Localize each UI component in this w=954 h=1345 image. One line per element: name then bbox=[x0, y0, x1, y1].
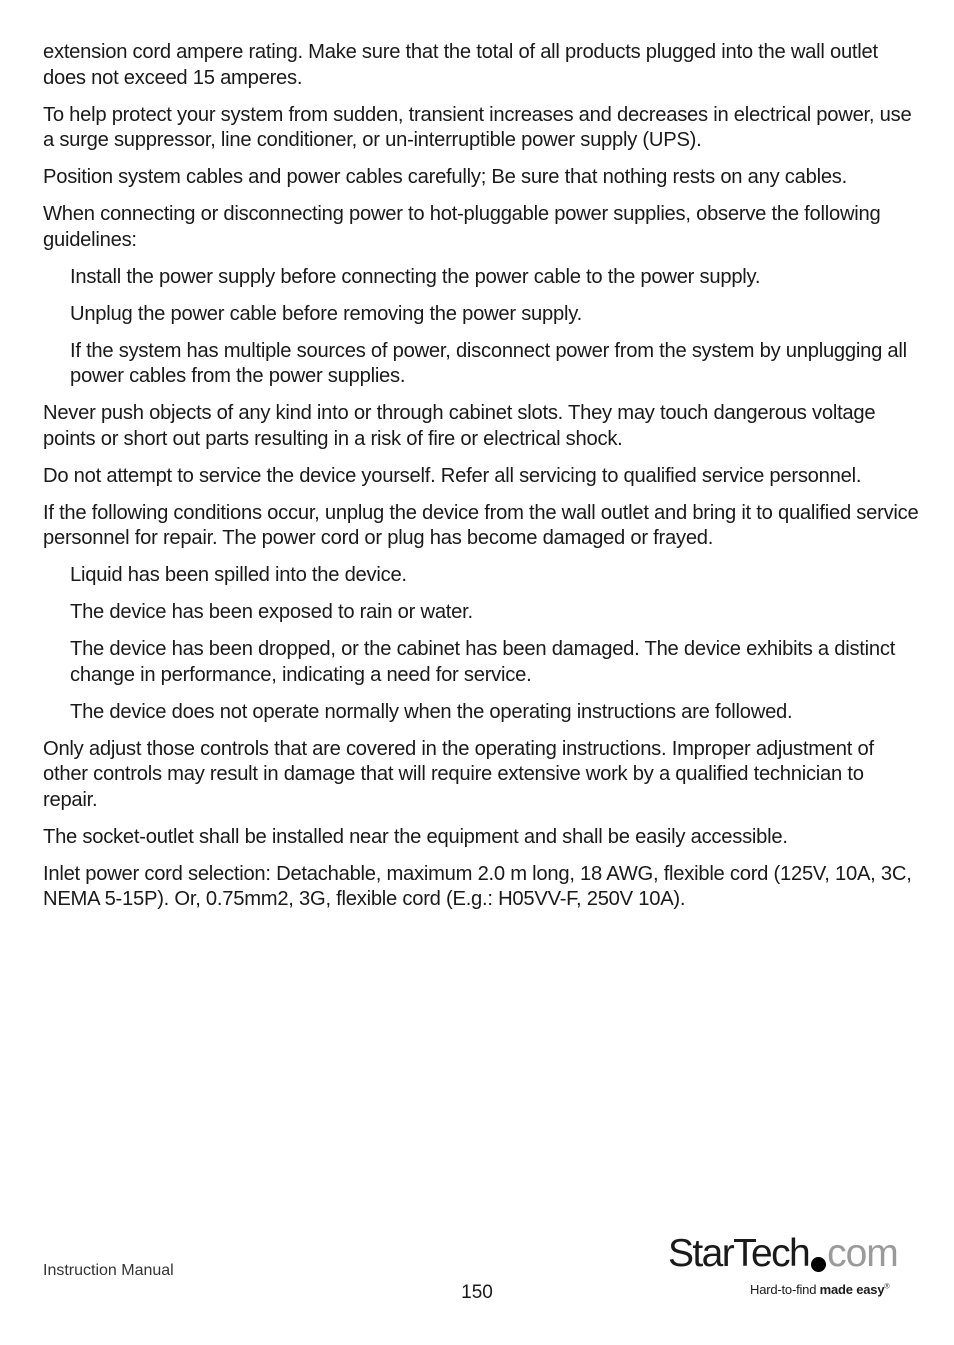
logo-wordmark bbox=[668, 1232, 898, 1276]
paragraph-surge-protection: To help protect your system from sudden, transient increases and decreases in electrical power, use a surge suppressor, line conditioner, or un-interruptible power supply (UPS). bbox=[43, 103, 912, 151]
manual-body bbox=[43, 40, 923, 924]
list-item-unplug-cable: Unplug the power cable before removing the power supply. bbox=[70, 302, 582, 325]
tagline-bold-text: made easy bbox=[819, 1282, 885, 1297]
paragraph-cable-position: Position system cables and power cables carefully; Be sure that nothing rests on any cables. bbox=[43, 166, 848, 188]
paragraph-power-cord: Inlet power cord selection: Detachable, maximum 2.0 m long, 18 AWG, flexible cord (125V, 10A, 3C, NEMA 5-15P). Or, 0.75mm2, 3G, flexible cord (E.g.: H05VV-F, 250V 10A). bbox=[43, 862, 912, 910]
startech-logo bbox=[668, 1232, 913, 1304]
paragraph-cabinet-slots: Never push objects of any kind into or through cabinet slots. They may touch dangerous voltage points or short out parts resulting in a risk of fire or electrical shock. bbox=[43, 402, 876, 450]
paragraph-conditions-intro: If the following conditions occur, unplug the device from the wall outlet and bring it to qualified service personnel for repair. The power cord or plug has become damaged or frayed. bbox=[43, 501, 919, 549]
list-item-multiple-sources: If the system has multiple sources of power, disconnect power from the system by unplugging all power cables from the power supplies. bbox=[70, 339, 907, 387]
paragraph-extension-cord: extension cord ampere rating. Make sure that the total of all products plugged into the wall outlet does not exceed 15 amperes. bbox=[43, 41, 878, 89]
page-number: 150 bbox=[461, 1282, 493, 1303]
list-item-dropped: The device has been dropped, or the cabinet has been damaged. The device exhibits a distinct change in performance, indicating a need for service. bbox=[70, 638, 896, 686]
tagline-plain-text: Hard-to-find bbox=[750, 1282, 820, 1297]
logo-suffix-text: com bbox=[827, 1232, 898, 1275]
list-item-liquid-spilled: Liquid has been spilled into the device. bbox=[70, 564, 407, 586]
list-item-install-psu: Install the power supply before connecting the power cable to the power supply. bbox=[70, 265, 761, 288]
paragraph-socket-outlet: The socket-outlet shall be installed near the equipment and shall be easily accessible. bbox=[43, 825, 788, 848]
paragraph-no-self-service: Do not attempt to service the device yourself. Refer all servicing to qualified service personnel. bbox=[43, 464, 862, 487]
logo-tagline bbox=[750, 1282, 889, 1297]
paragraph-adjust-controls: Only adjust those controls that are covered in the operating instructions. Improper adjustment of other controls may result in damage that will require extensive work by a qualified technician to repair. bbox=[43, 737, 874, 811]
logo-dot-icon bbox=[811, 1257, 826, 1272]
list-item-not-operating: The device does not operate normally when the operating instructions are followed. bbox=[70, 700, 793, 723]
list-item-rain-water: The device has been exposed to rain or water. bbox=[70, 601, 473, 623]
logo-brand-text: StarTech bbox=[668, 1232, 810, 1275]
paragraph-hot-plug-intro: When connecting or disconnecting power to hot-pluggable power supplies, observe the following guidelines: bbox=[43, 203, 881, 251]
registered-mark: ® bbox=[884, 1283, 890, 1291]
footer-manual-label: Instruction Manual bbox=[43, 1262, 174, 1279]
